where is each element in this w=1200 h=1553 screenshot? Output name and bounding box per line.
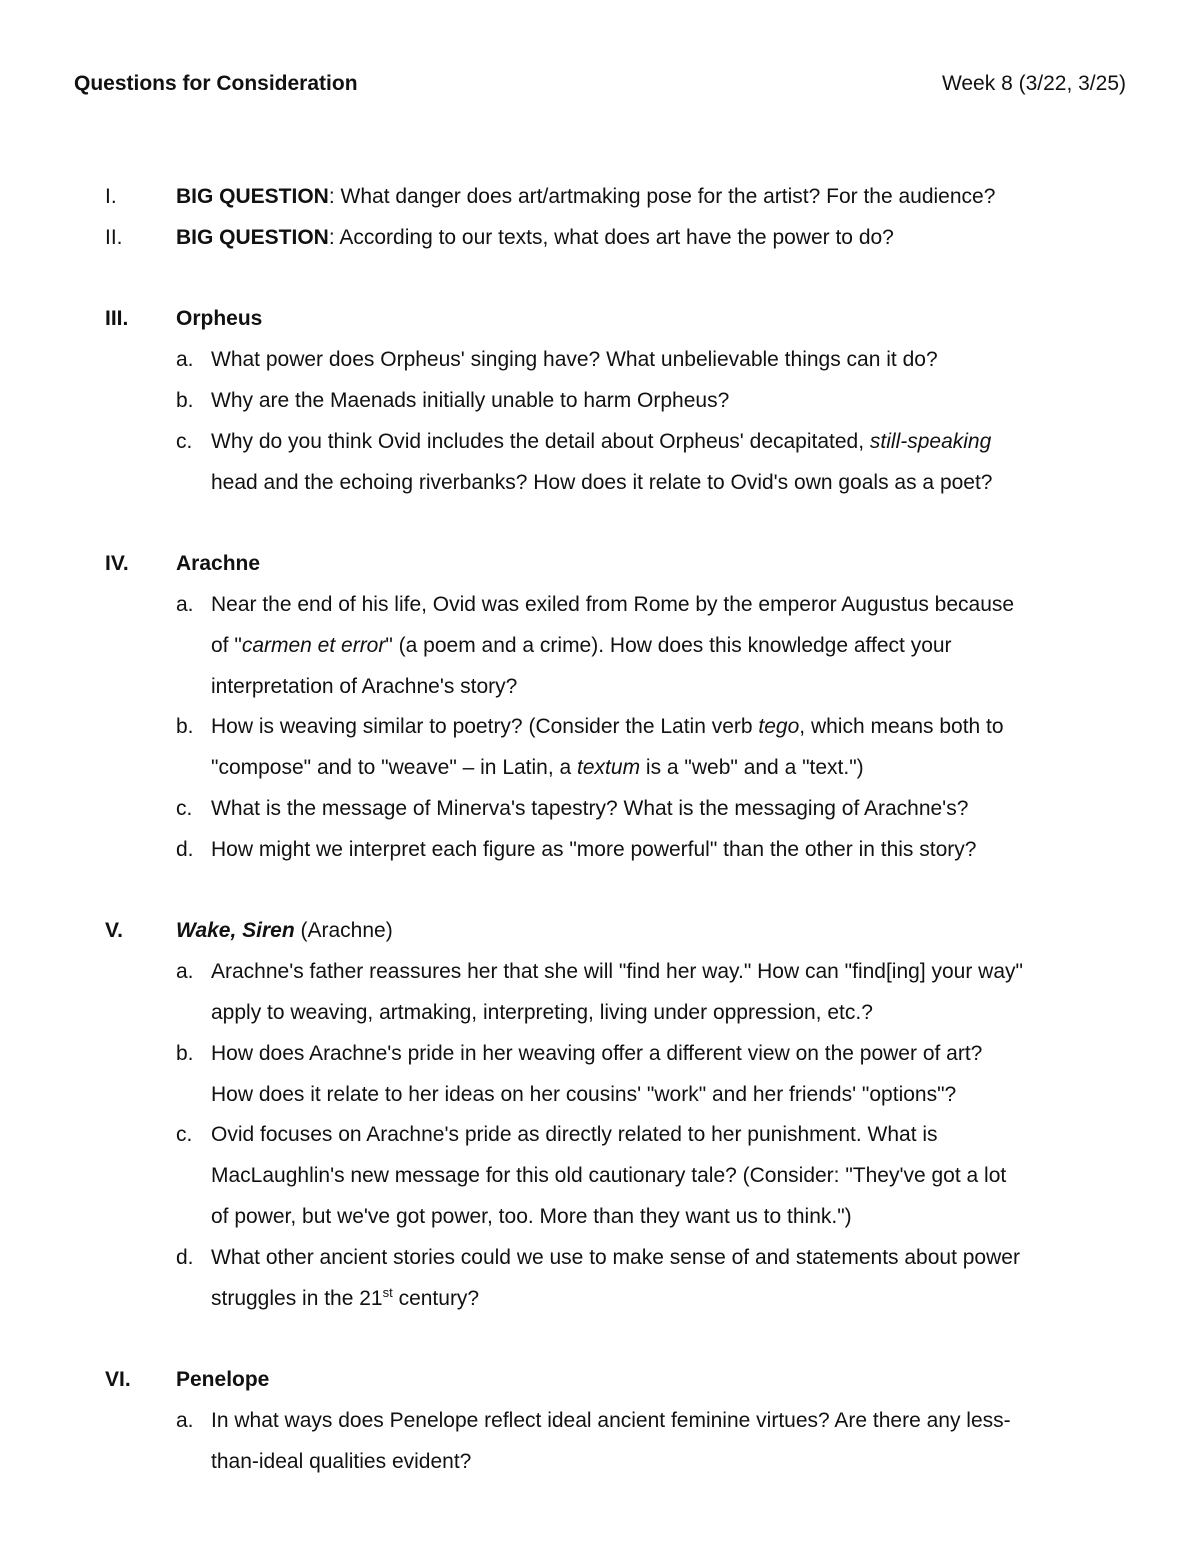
item-text: than-ideal qualities evident? (211, 1449, 472, 1473)
big-question-label: BIG QUESTION (176, 185, 329, 208)
big-question-1 (0, 177, 1200, 218)
item-letter: b. (176, 1041, 194, 1065)
item-letter: b. (176, 388, 194, 412)
roman-numeral: IV. (105, 552, 129, 576)
item-letter: c. (176, 429, 193, 453)
item-text: head and the echoing riverbanks? How does it relate to Ovid's own goals as a poet? (211, 470, 993, 494)
item-text: What is the message of Minerva's tapestry? What is the messaging of Arachne's? (211, 796, 969, 820)
section-title: Wake, Siren (176, 919, 295, 943)
emphasis-text: tego (758, 715, 800, 739)
roman-numeral: III. (105, 307, 129, 331)
emphasis-text: carmen et error (241, 633, 386, 657)
item-text: of " (211, 633, 242, 657)
question-item-continued (0, 1075, 1200, 1116)
question-item (0, 1115, 1200, 1156)
emphasis-text: still-speaking (869, 429, 992, 453)
item-text: interpretation of Arachne's story? (211, 674, 518, 698)
emphasis-text: textum (577, 756, 641, 780)
roman-numeral: V. (105, 919, 123, 943)
question-item (0, 585, 1200, 626)
item-letter: c. (176, 796, 193, 820)
item-letter: d. (176, 1245, 194, 1269)
question-item (0, 1401, 1200, 1442)
item-text: In what ways does Penelope reflect ideal ancient feminine virtues? Are there any less- (211, 1408, 1011, 1432)
question-item (0, 707, 1200, 748)
big-question-2 (0, 218, 1200, 259)
question-item-continued (0, 1197, 1200, 1238)
item-letter: c. (176, 1123, 193, 1147)
item-letter: a. (176, 960, 194, 984)
page-header (74, 72, 1126, 100)
ordinal-suffix: st (382, 1284, 393, 1300)
question-item-continued (0, 1156, 1200, 1197)
document-body (0, 177, 1200, 1483)
roman-numeral: VI. (105, 1368, 131, 1392)
item-letter: a. (176, 1408, 194, 1432)
section-title: Arachne (176, 552, 261, 576)
big-question-text: : According to our texts, what does art have the power to do? (328, 225, 894, 249)
section-title: Penelope (176, 1368, 270, 1392)
question-item (0, 952, 1200, 993)
item-text: apply to weaving, artmaking, interpreting, living under oppression, etc.? (211, 1000, 873, 1024)
big-question-text: : What danger does art/artmaking pose for the artist? For the audience? (328, 185, 996, 208)
section-subtitle: (Arachne) (294, 919, 393, 943)
item-letter: b. (176, 715, 194, 739)
item-text: Near the end of his life, Ovid was exiled from Rome by the emperor Augustus because (211, 592, 1015, 616)
section-heading-orpheus (0, 299, 1200, 340)
item-text: Ovid focuses on Arachne's pride as directly related to her punishment. What is (211, 1123, 938, 1147)
question-item-continued (0, 463, 1200, 504)
question-item-continued (0, 1442, 1200, 1483)
question-item (0, 1238, 1200, 1279)
item-text: " (a poem and a crime). How does this knowledge affect your (385, 633, 952, 657)
item-text: Arachne's father reassures her that she will "find her way." How can "find[ing] your way" (211, 960, 1023, 984)
item-text: Why are the Maenads initially unable to harm Orpheus? (211, 388, 730, 412)
question-item (0, 381, 1200, 422)
item-text: Why do you think Ovid includes the detail about Orpheus' decapitated, (211, 429, 870, 453)
item-text: is a "web" and a "text.") (640, 756, 864, 780)
item-text: How does Arachne's pride in her weaving offer a different view on the power of art? (211, 1041, 983, 1065)
item-text: , which means both to (799, 715, 1004, 739)
question-item (0, 422, 1200, 463)
question-item (0, 340, 1200, 381)
question-item-continued (0, 748, 1200, 789)
section-title: Orpheus (176, 307, 263, 331)
section-heading-arachne (0, 544, 1200, 585)
item-text: struggles in the 21 (211, 1286, 383, 1310)
item-letter: a. (176, 348, 194, 372)
item-text: What power does Orpheus' singing have? What unbelievable things can it do? (211, 348, 938, 372)
item-text: of power, but we've got power, too. More than they want us to think.") (211, 1204, 852, 1228)
big-question-label: BIG QUESTION (176, 225, 329, 249)
document-title: Questions for Consideration (74, 72, 358, 95)
question-item (0, 789, 1200, 830)
item-letter: a. (176, 592, 194, 616)
item-text: "compose" and to "weave" – in Latin, a (211, 756, 578, 780)
roman-numeral: II. (105, 225, 123, 249)
question-item-continued (0, 667, 1200, 708)
item-letter: d. (176, 837, 194, 861)
section-heading-wake-siren (0, 911, 1200, 952)
question-item (0, 1034, 1200, 1075)
item-text: How does it relate to her ideas on her cousins' "work" and her friends' "options"? (211, 1082, 957, 1106)
question-item-continued (0, 993, 1200, 1034)
week-label: Week 8 (3/22, 3/25) (941, 72, 1126, 95)
section-heading-penelope (0, 1360, 1200, 1401)
question-item-continued (0, 1279, 1200, 1320)
question-item (0, 830, 1200, 871)
item-text: How is weaving similar to poetry? (Consider the Latin verb (211, 715, 759, 739)
item-text: How might we interpret each figure as "more powerful" than the other in this story? (211, 837, 977, 861)
item-text: MacLaughlin's new message for this old cautionary tale? (Consider: "They've got a lot (211, 1164, 1007, 1188)
item-text: What other ancient stories could we use to make sense of and statements about power (211, 1245, 1020, 1269)
roman-numeral: I. (105, 185, 117, 208)
question-item-continued (0, 626, 1200, 667)
item-text: century? (392, 1286, 480, 1310)
